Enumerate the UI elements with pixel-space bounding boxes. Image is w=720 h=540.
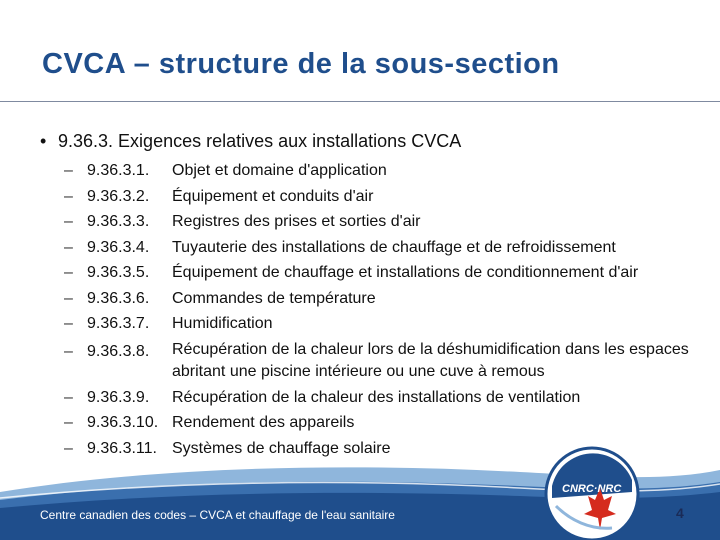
item-number: 9.36.3.8. [87,342,150,360]
item-number: 9.36.3.5. [87,264,150,281]
item-text: Équipement et conduits d'air [172,187,374,205]
item-text: Objet et domaine d'application [172,162,387,179]
dash-marker: – [64,342,73,360]
item-number: 9.36.3.11. [87,439,157,457]
item-number: 9.36.3.4. [87,238,150,256]
dash-marker: – [64,439,73,457]
page-number: 4 [676,505,684,521]
item-number: 9.36.3.7. [87,315,150,332]
item-text: Rendement des appareils [172,414,355,431]
item-text: Systèmes de chauffage solaire [172,439,391,457]
dash-marker: – [64,213,73,230]
item-text: Équipement de chauffage et installations de conditionnement d'air [172,264,639,281]
item-number: 9.36.3.1. [87,162,150,179]
dash-marker: – [64,315,73,332]
bullet-dot: • [40,131,47,151]
item-text: Récupération de la chaleur lors de la déshumidification dans les espaces abritant une piscine intérieure ou une cuve à remous [172,340,689,380]
item-number: 9.36.3.6. [87,289,150,307]
dash-marker: – [64,414,73,431]
dash-marker: – [64,187,73,205]
item-text: Registres des prises et sorties d'air [172,213,421,230]
item-number: 9.36.3.9. [87,388,150,406]
main-bullet-text: 9.36.3. Exigences relatives aux installations CVCA [58,131,462,151]
item-text: Commandes de température [172,289,376,307]
dash-marker: – [64,162,73,179]
item-text: Récupération de la chaleur des installations de ventilation [172,388,581,406]
dash-marker: – [64,238,73,256]
item-number: 9.36.3.3. [87,213,150,230]
item-text: Humidification [172,315,273,332]
slide-title: CVCA – structure de la sous-section [42,48,560,80]
item-number: 9.36.3.10. [87,414,159,431]
dash-marker: – [64,264,73,281]
dash-marker: – [64,289,73,307]
item-text: Tuyauterie des installations de chauffage et de refroidissement [172,238,616,256]
footer-text: Centre canadien des codes – CVCA et chauffage de l'eau sanitaire [40,508,395,522]
dash-marker: – [64,388,73,406]
item-number: 9.36.3.2. [87,187,150,205]
logo-text: CNRC·NRC [562,483,622,495]
